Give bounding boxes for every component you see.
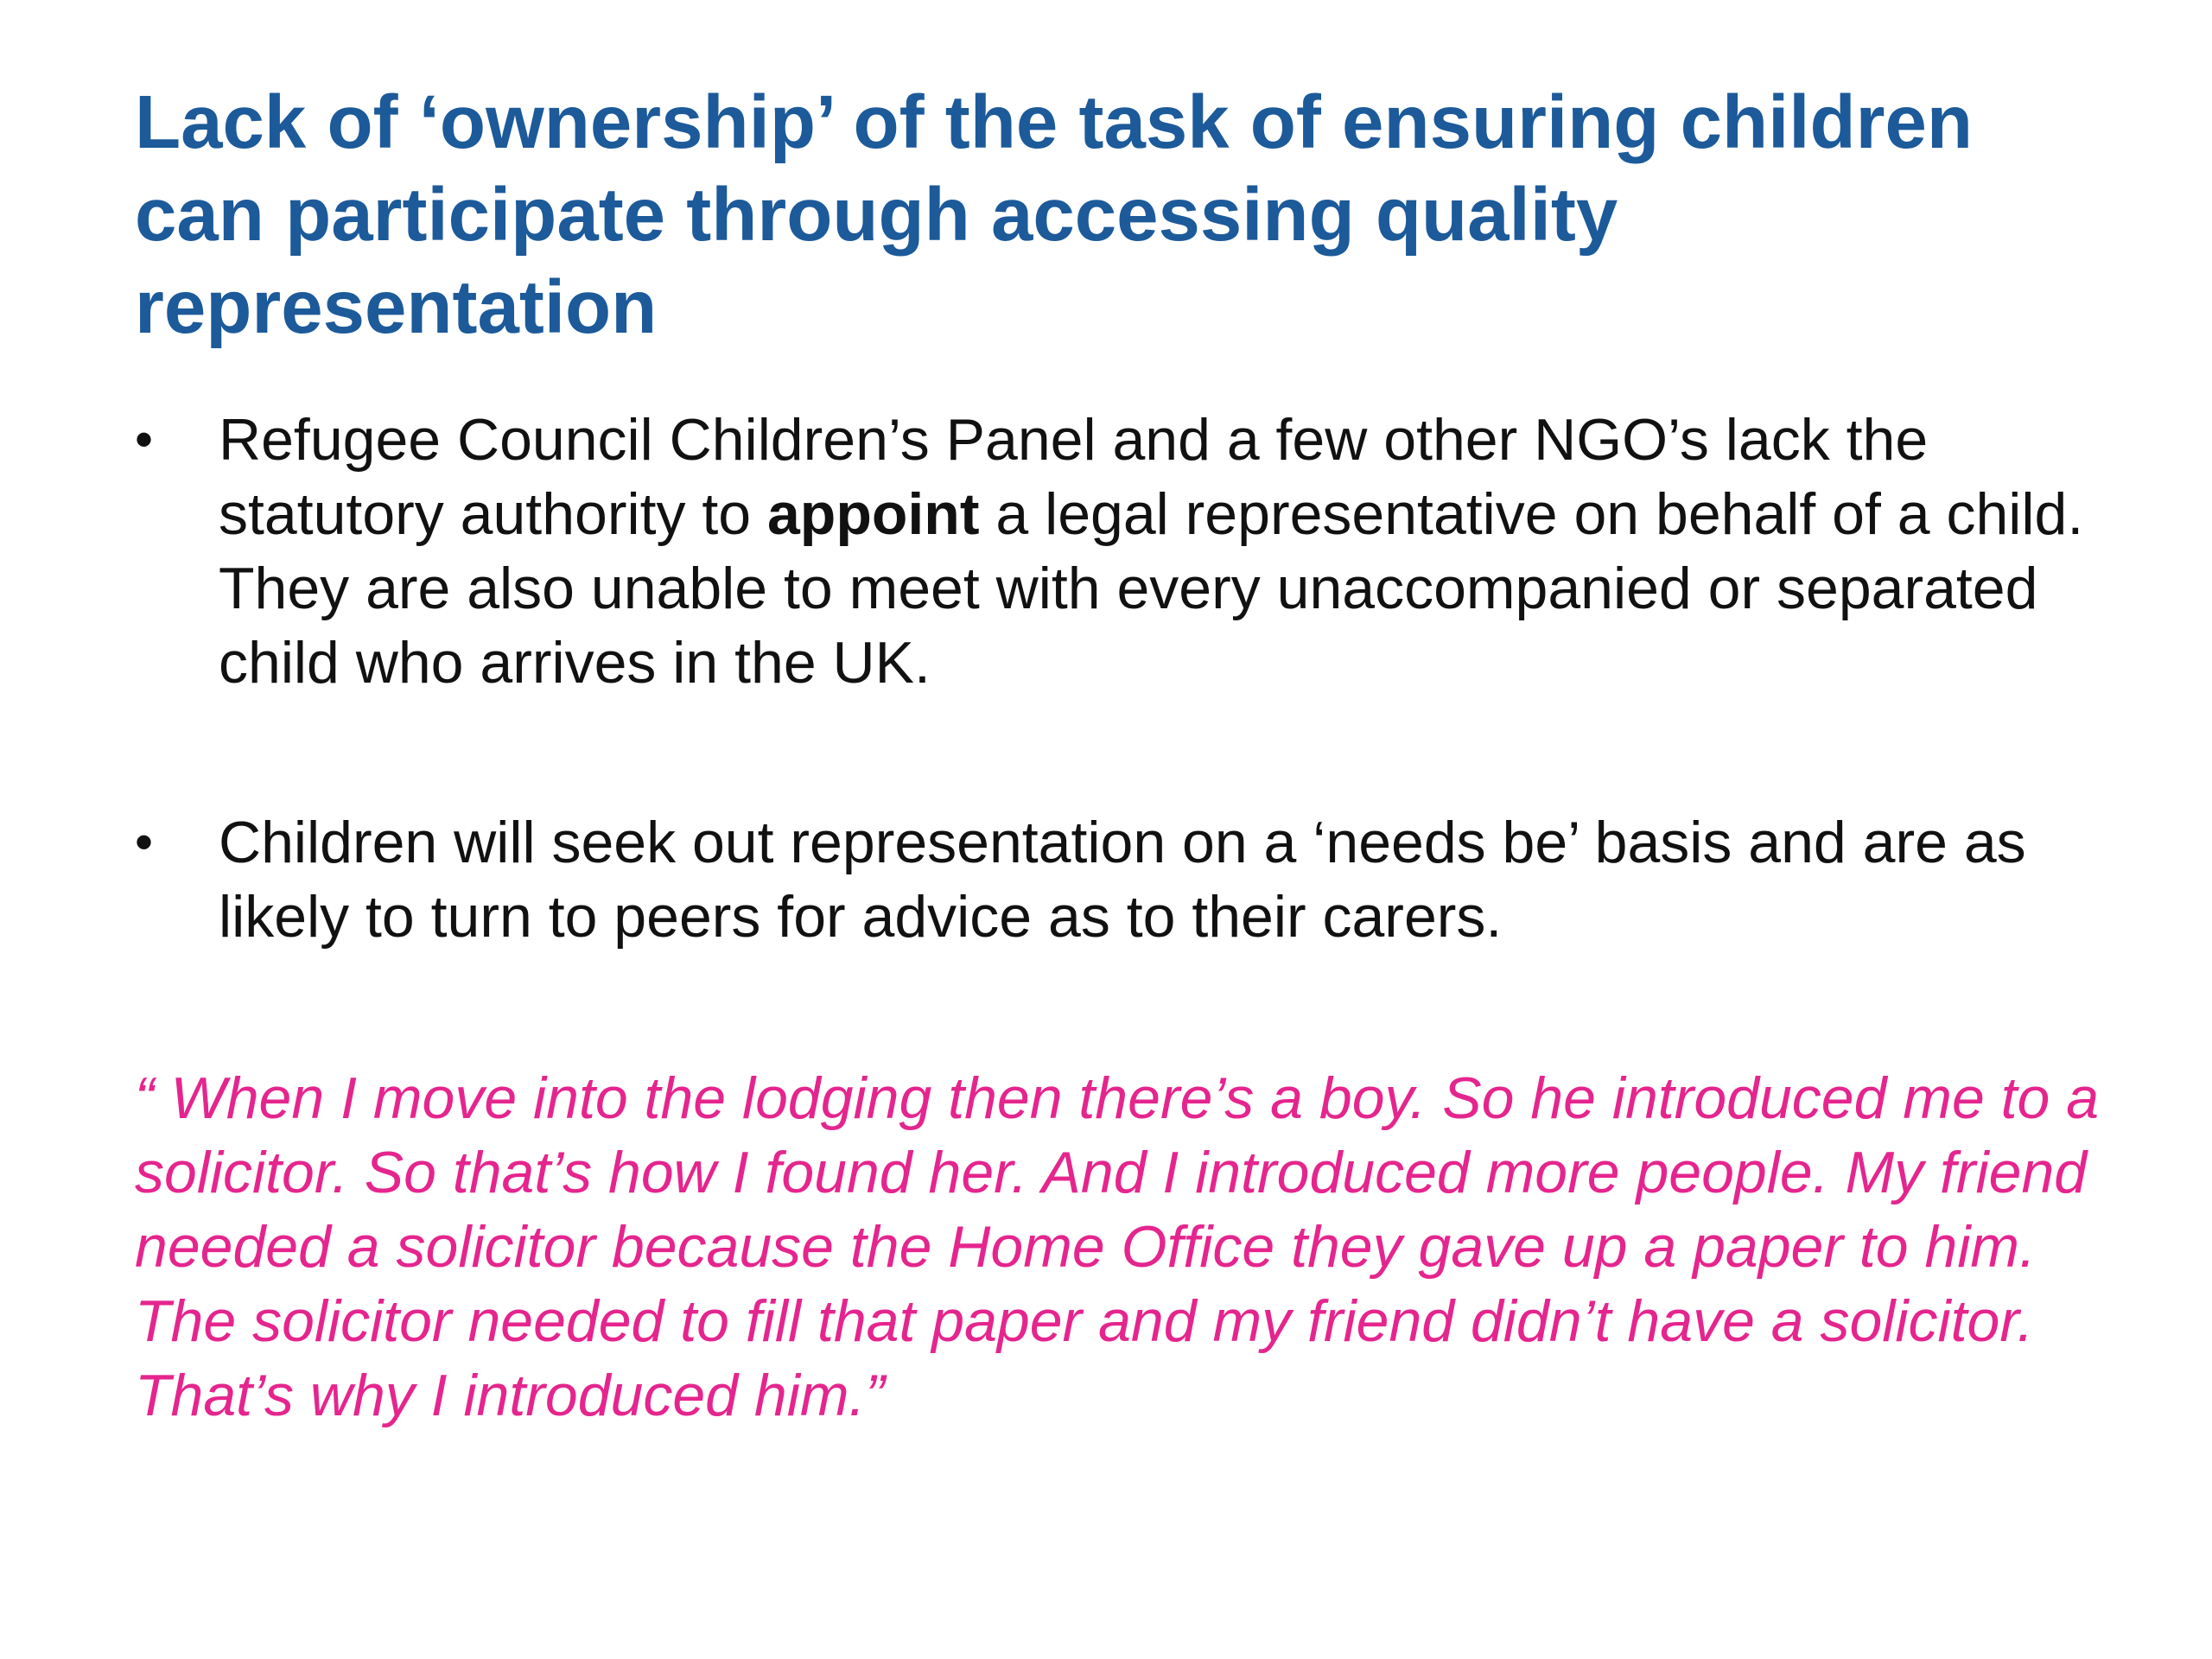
bullet-item — [135, 403, 2105, 700]
bullet-item — [135, 805, 2105, 954]
quote-text: “ When I move into the lodging then there’s a boy. So he introduced me to a solicitor. So that’s how I found her. And I introduced more people. My friend needed a solicitor because the Home Office they gave up a paper to him. The solicitor needed to fill that paper and my friend didn’t have a solicitor. That’s why I introduced him.” — [135, 1065, 2100, 1428]
bullet-text-bold: appoint — [766, 481, 980, 547]
bullet-text: Children will seek out representation on a ‘needs be’ basis and are as likely to turn to peers for advice as to their carers. — [219, 810, 2026, 950]
slide-title: Lack of ‘ownership’ of the task of ensuring children can participate through accessing quality representation — [135, 80, 1973, 349]
bullet-text-before: Refugee Council Children’s Panel and a few other NGO’s lack the statutory authority to — [219, 407, 1929, 547]
bullet-text-after: a legal representative on behalf of a child. They are also unable to meet with every unaccompanied or separated child who arrives in the UK. — [219, 481, 2084, 696]
bullet-icon: • — [135, 410, 154, 468]
bullet-text — [219, 407, 2083, 696]
bullet-list — [135, 403, 2105, 954]
bullet-icon: • — [135, 813, 154, 871]
